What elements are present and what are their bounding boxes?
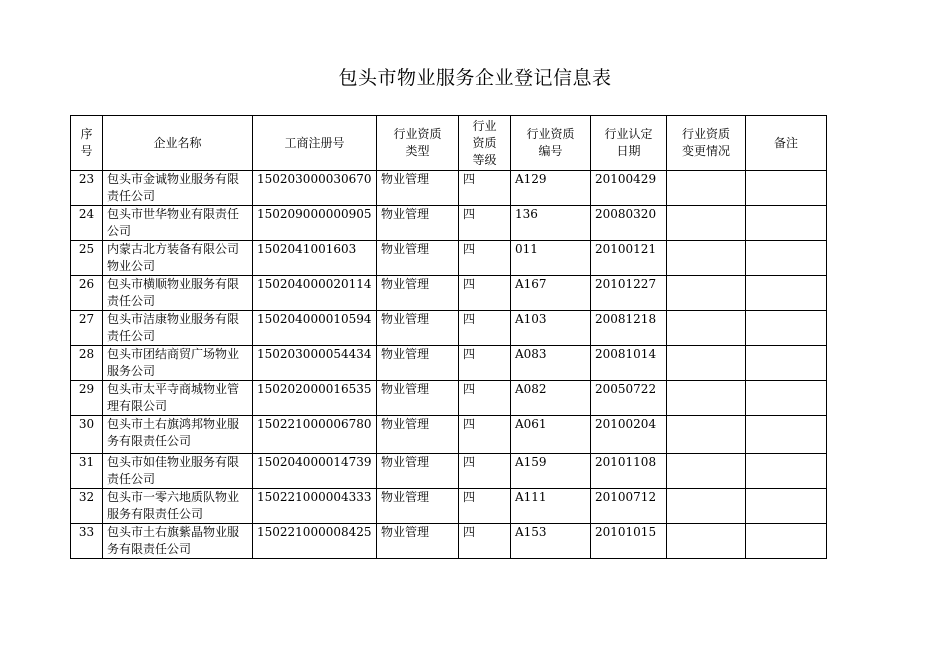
header-code [511,116,591,171]
cell-certification-date: 20101108 [591,454,667,489]
cell-qualification-level: 四 [459,416,511,454]
cell-registration-number: 1502041001603 [253,241,377,276]
cell-qualification-level: 四 [459,276,511,311]
cell-no: 33 [71,524,103,559]
cell-certification-date: 20100429 [591,171,667,206]
cell-remark [746,276,827,311]
table-row [71,381,827,416]
cell-qualification-code: A159 [511,454,591,489]
cell-qualification-type: 物业管理 [377,454,459,489]
cell-company-name: 包头市太平寺商城物业管理有限公司 [103,381,253,416]
cell-certification-date: 20101227 [591,276,667,311]
cell-registration-number: 150221000006780 [253,416,377,454]
cell-remark [746,206,827,241]
header-line: 备注 [773,135,798,150]
cell-qualification-change [667,381,746,416]
header-line: 等级 [472,152,497,167]
cell-registration-number: 150204000010594 [253,311,377,346]
cell-qualification-type: 物业管理 [377,241,459,276]
table-row [71,311,827,346]
header-change [667,116,746,171]
cell-certification-date: 20100204 [591,416,667,454]
header-line: 资质 [472,135,497,150]
cell-remark [746,489,827,524]
cell-qualification-level: 四 [459,381,511,416]
header-line: 行业资质 [393,127,442,141]
cell-qualification-change [667,241,746,276]
cell-qualification-level: 四 [459,241,511,276]
cell-certification-date: 20050722 [591,381,667,416]
cell-qualification-type: 物业管理 [377,276,459,311]
cell-qualification-type: 物业管理 [377,346,459,381]
cell-no: 26 [71,276,103,311]
cell-remark [746,241,827,276]
header-line: 工商注册号 [284,135,345,150]
header-line: 行业 [472,118,497,133]
cell-qualification-change [667,416,746,454]
cell-no: 27 [71,311,103,346]
cell-remark [746,381,827,416]
cell-remark [746,524,827,559]
cell-qualification-change [667,206,746,241]
header-name [103,116,253,171]
cell-qualification-code: A111 [511,489,591,524]
cell-company-name: 包头市一零六地质队物业服务有限责任公司 [103,489,253,524]
cell-remark [746,454,827,489]
header-line: 序 [80,127,93,141]
table-row [71,524,827,559]
cell-qualification-type: 物业管理 [377,311,459,346]
cell-qualification-level: 四 [459,489,511,524]
header-type [377,116,459,171]
cell-qualification-code: A167 [511,276,591,311]
cell-company-name: 包头市如佳物业服务有限责任公司 [103,454,253,489]
cell-registration-number: 150203000030670 [253,171,377,206]
cell-qualification-type: 物业管理 [377,524,459,559]
cell-registration-number: 150203000054434 [253,346,377,381]
cell-qualification-type: 物业管理 [377,489,459,524]
cell-registration-number: 150202000016535 [253,381,377,416]
header-reg [253,116,377,171]
cell-no: 24 [71,206,103,241]
cell-company-name: 包头市金诚物业服务有限责任公司 [103,171,253,206]
cell-certification-date: 20100712 [591,489,667,524]
cell-remark [746,346,827,381]
cell-certification-date: 20080320 [591,206,667,241]
cell-qualification-code: 136 [511,206,591,241]
cell-registration-number: 150209000000905 [253,206,377,241]
cell-qualification-code: A129 [511,171,591,206]
header-line: 行业认定 [604,127,653,141]
cell-certification-date: 20081014 [591,346,667,381]
cell-qualification-change [667,171,746,206]
cell-qualification-level: 四 [459,524,511,559]
header-row [71,116,827,171]
cell-no: 29 [71,381,103,416]
cell-registration-number: 150204000014739 [253,454,377,489]
table-row [71,489,827,524]
table-row [71,241,827,276]
header-date [591,116,667,171]
cell-qualification-type: 物业管理 [377,416,459,454]
cell-registration-number: 150221000008425 [253,524,377,559]
cell-certification-date: 20101015 [591,524,667,559]
cell-no: 30 [71,416,103,454]
cell-qualification-change [667,346,746,381]
cell-qualification-level: 四 [459,311,511,346]
cell-no: 32 [71,489,103,524]
header-no [71,116,103,171]
cell-qualification-change [667,489,746,524]
cell-remark [746,171,827,206]
cell-no: 28 [71,346,103,381]
header-line: 企业名称 [153,135,202,150]
cell-company-name: 包头市洁康物业服务有限责任公司 [103,311,253,346]
table-row [71,346,827,381]
cell-company-name: 内蒙古北方装备有限公司物业公司 [103,241,253,276]
table-row [71,416,827,454]
cell-qualification-change [667,311,746,346]
cell-qualification-type: 物业管理 [377,171,459,206]
cell-qualification-type: 物业管理 [377,381,459,416]
cell-qualification-level: 四 [459,206,511,241]
cell-qualification-change [667,276,746,311]
cell-remark [746,416,827,454]
header-line: 行业资质 [681,127,730,141]
cell-company-name: 包头市团结商贸广场物业服务公司 [103,346,253,381]
header-line: 号 [80,144,93,158]
cell-qualification-change [667,454,746,489]
cell-registration-number: 150204000020114 [253,276,377,311]
header-line: 行业资质 [526,127,575,141]
cell-qualification-type: 物业管理 [377,206,459,241]
cell-company-name: 包头市土右旗鸿邦物业服务有限责任公司 [103,416,253,454]
cell-qualification-code: A061 [511,416,591,454]
table-row [71,206,827,241]
cell-no: 31 [71,454,103,489]
cell-certification-date: 20081218 [591,311,667,346]
page-title: 包头市物业服务企业登记信息表 [338,67,612,89]
header-line: 变更情况 [681,144,730,158]
header-remark [746,116,827,171]
cell-no: 25 [71,241,103,276]
cell-qualification-level: 四 [459,454,511,489]
header-line: 类型 [405,144,430,158]
cell-remark [746,311,827,346]
cell-company-name: 包头市世华物业有限责任公司 [103,206,253,241]
cell-qualification-change [667,524,746,559]
cell-qualification-code: A083 [511,346,591,381]
cell-company-name: 包头市土右旗紫晶物业服务有限责任公司 [103,524,253,559]
cell-qualification-code: A103 [511,311,591,346]
cell-registration-number: 150221000004333 [253,489,377,524]
cell-qualification-code: 011 [511,241,591,276]
cell-qualification-level: 四 [459,171,511,206]
table-row [71,171,827,206]
table-row [71,276,827,311]
header-line: 编号 [538,144,563,158]
table-row [71,454,827,489]
header-level [459,116,511,171]
header-line: 日期 [616,144,641,158]
cell-qualification-code: A153 [511,524,591,559]
cell-qualification-code: A082 [511,381,591,416]
cell-company-name: 包头市横顺物业服务有限责任公司 [103,276,253,311]
cell-certification-date: 20100121 [591,241,667,276]
registration-table [70,115,827,559]
cell-qualification-level: 四 [459,346,511,381]
cell-no: 23 [71,171,103,206]
